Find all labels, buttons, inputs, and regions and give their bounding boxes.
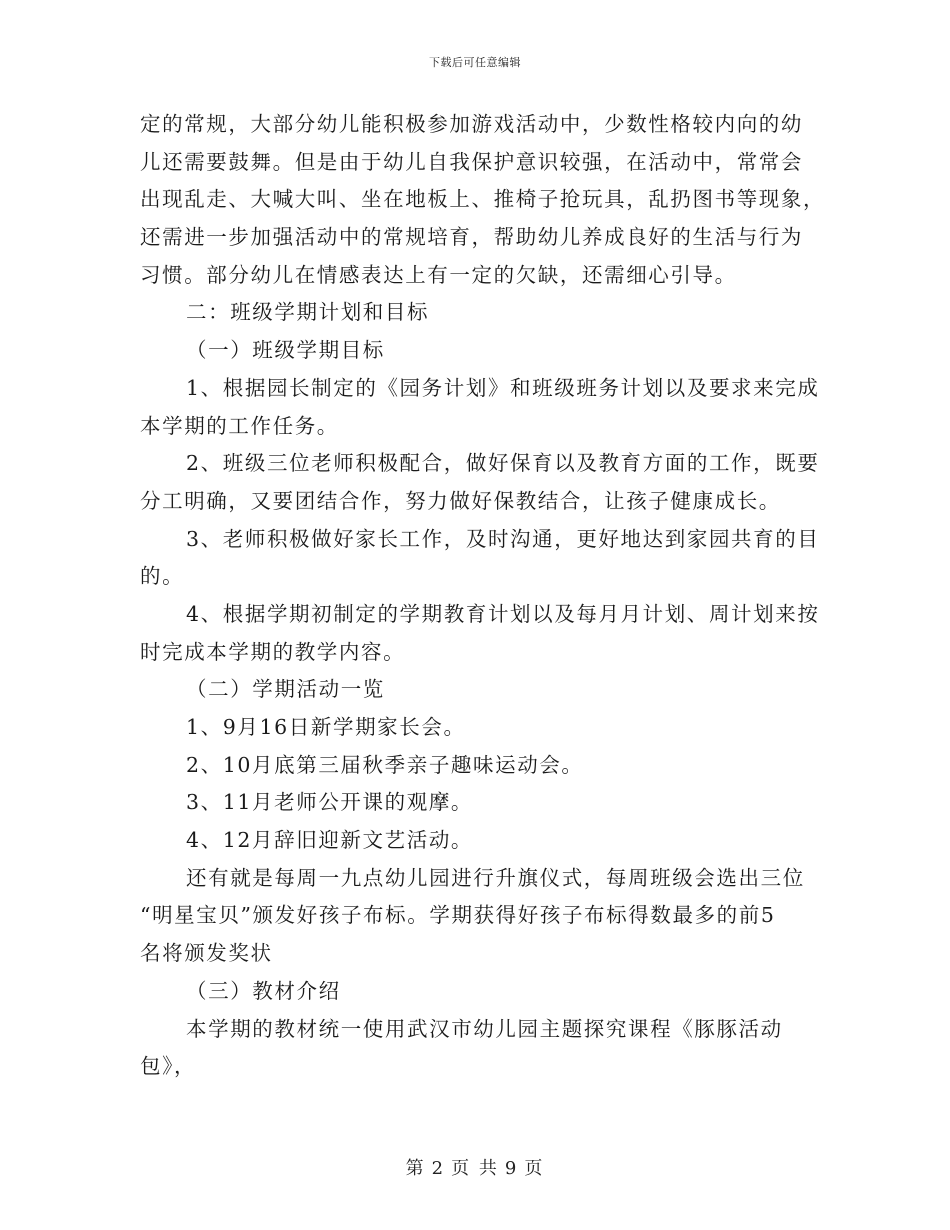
footer-middle: 页 共 — [451, 1158, 499, 1179]
footer-suffix: 页 — [524, 1158, 545, 1179]
text-line: 出现乱走、大喊大叫、坐在地板上、推椅子抢玩具，乱扔图书等现象， — [140, 187, 826, 212]
body-text — [140, 106, 826, 1086]
text-line: 定的常规，大部分幼儿能积极参加游戏活动中，少数性格较内向的幼 — [140, 112, 803, 136]
header-note: 下载后可任意编辑 — [429, 56, 521, 69]
page-footer — [0, 1154, 950, 1180]
page-number: 2 — [431, 1158, 446, 1179]
subsection-heading: （三）教材介绍 — [186, 978, 341, 1003]
subsection-heading: （一）班级学期目标 — [186, 338, 385, 363]
subsection-heading: （二）学期活动一览 — [186, 677, 385, 702]
text-line: 名将颁发奖状 — [140, 941, 273, 966]
list-item: 3、11月老师公开课的观摩。 — [186, 790, 474, 815]
list-item: 4、12月辞旧迎新文艺活动。 — [186, 828, 474, 853]
text-line: 还需进一步加强活动中的常规培育，帮助幼儿养成良好的生活与行为 — [140, 225, 803, 250]
section-heading: 二：班级学期计划和目标 — [186, 300, 430, 325]
text-line: 本学期的工作任务。 — [140, 413, 339, 438]
list-item: 1、9月16日新学期家长会。 — [186, 715, 466, 739]
text-line: 儿还需要鼓舞。但是由于幼儿自我保护意识较强，在活动中，常常会 — [140, 149, 803, 174]
text-line: 还有就是每周一九点幼儿园进行升旗仪式，每周班级会选出三位 — [186, 865, 805, 890]
text-line: 1、根据园长制定的《园务计划》和班级班务计划以及要求来完成 — [186, 375, 820, 400]
text-line: 3、老师积极做好家长工作，及时沟通，更好地达到家园共育的目 — [186, 526, 820, 551]
text-line: “明星宝贝”颁发好孩子布标。学期获得好孩子布标得数最多的前5 — [140, 903, 776, 928]
text-line: 时完成本学期的教学内容。 — [140, 639, 406, 664]
text-line: 分工明确，又要团结合作，努力做好保教结合，让孩子健康成长。 — [140, 488, 781, 513]
text-line: 2、班级三位老师积极配合，做好保育以及教育方面的工作，既要 — [186, 451, 820, 476]
text-line: 4、根据学期初制定的学期教育计划以及每月月计划、周计划来按 — [186, 601, 820, 626]
list-item: 2、10月底第三届秋季亲子趣味运动会。 — [186, 752, 584, 777]
text-line: 包》， — [140, 1054, 197, 1079]
page-total: 9 — [504, 1158, 519, 1179]
text-line: 的。 — [140, 564, 185, 589]
text-line: 习惯。部分幼儿在情感表达上有一定的欠缺，还需细心引导。 — [140, 262, 737, 287]
footer-prefix: 第 — [405, 1158, 426, 1179]
text-line: 本学期的教材统一使用武汉市幼儿园主题探究课程《豚豚活动 — [186, 1016, 783, 1041]
